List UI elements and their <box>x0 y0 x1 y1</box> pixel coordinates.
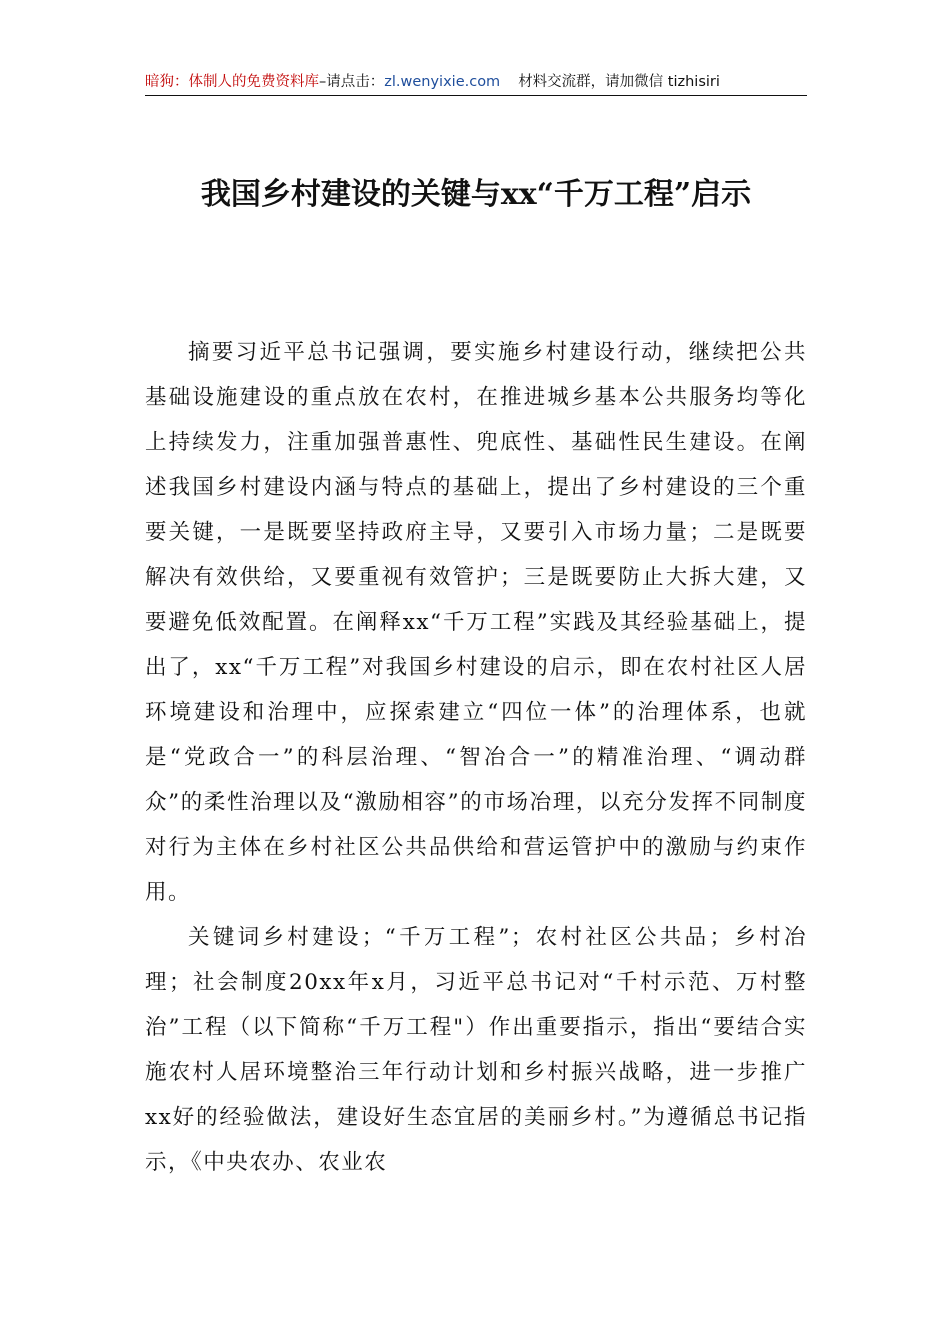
header-url-link[interactable]: zl.wenyixie.com <box>384 74 501 90</box>
header-site-name: 暗狗：体制人的免费资料库 <box>145 74 319 90</box>
header-divider <box>145 95 807 96</box>
header-click-prompt: –请点击： <box>319 74 385 90</box>
keywords-paragraph: 关键词乡村建设；“千万工程”；农村社区公共品；乡村冶理；社会制度20xx年x月，习近平总书记对“千村示范、万村整治”工程（以下简称“千万工程"）作出重要指示，指出“要结合实施农村人居环境整治三年行动计划和乡村振兴战略，进一步推广xx好的经验做法，建设好生态宜居的美丽乡村。”为遵循总书记指示，《中央农办、农业农 <box>145 925 807 1175</box>
document-body <box>145 330 807 1185</box>
page-header <box>145 70 807 94</box>
abstract-paragraph: 摘要习近平总书记强调，要实施乡村建设行动，继续把公共基础设施建设的重点放在农村，在推进城乡基本公共服务均等化上持续发力，注重加强普惠性、兜底性、基础性民生建设。在阐述我国乡村建设内涵与特点的基础上，提出了乡村建设的三个重要关键，一是既要坚持政府主导，又要引入市场力量；二是既要解决有效供给，又要重视有效管护；三是既要防止大拆大建，又要避免低效配置。在阐释xx“千万工程”实践及其经验基础上，提出了，xx“千万工程”对我国乡村建设的启示，即在农村社区人居环境建设和治理中，应探索建立“四位一体”的治理体系，也就是“党政合一”的科层治理、“智冶合一”的精准治理、“调动群众”的柔性治理以及“激励相容”的市场冶理，以充分发挥不同制度对行为主体在乡村社区公共品供给和营运管护中的激励与约束作用。 <box>145 340 807 905</box>
header-contact: 材料交流群，请加微信 tizhisiri <box>518 74 720 90</box>
document-title: 我国乡村建设的关键与xx“千万工程”启示 <box>200 177 752 212</box>
